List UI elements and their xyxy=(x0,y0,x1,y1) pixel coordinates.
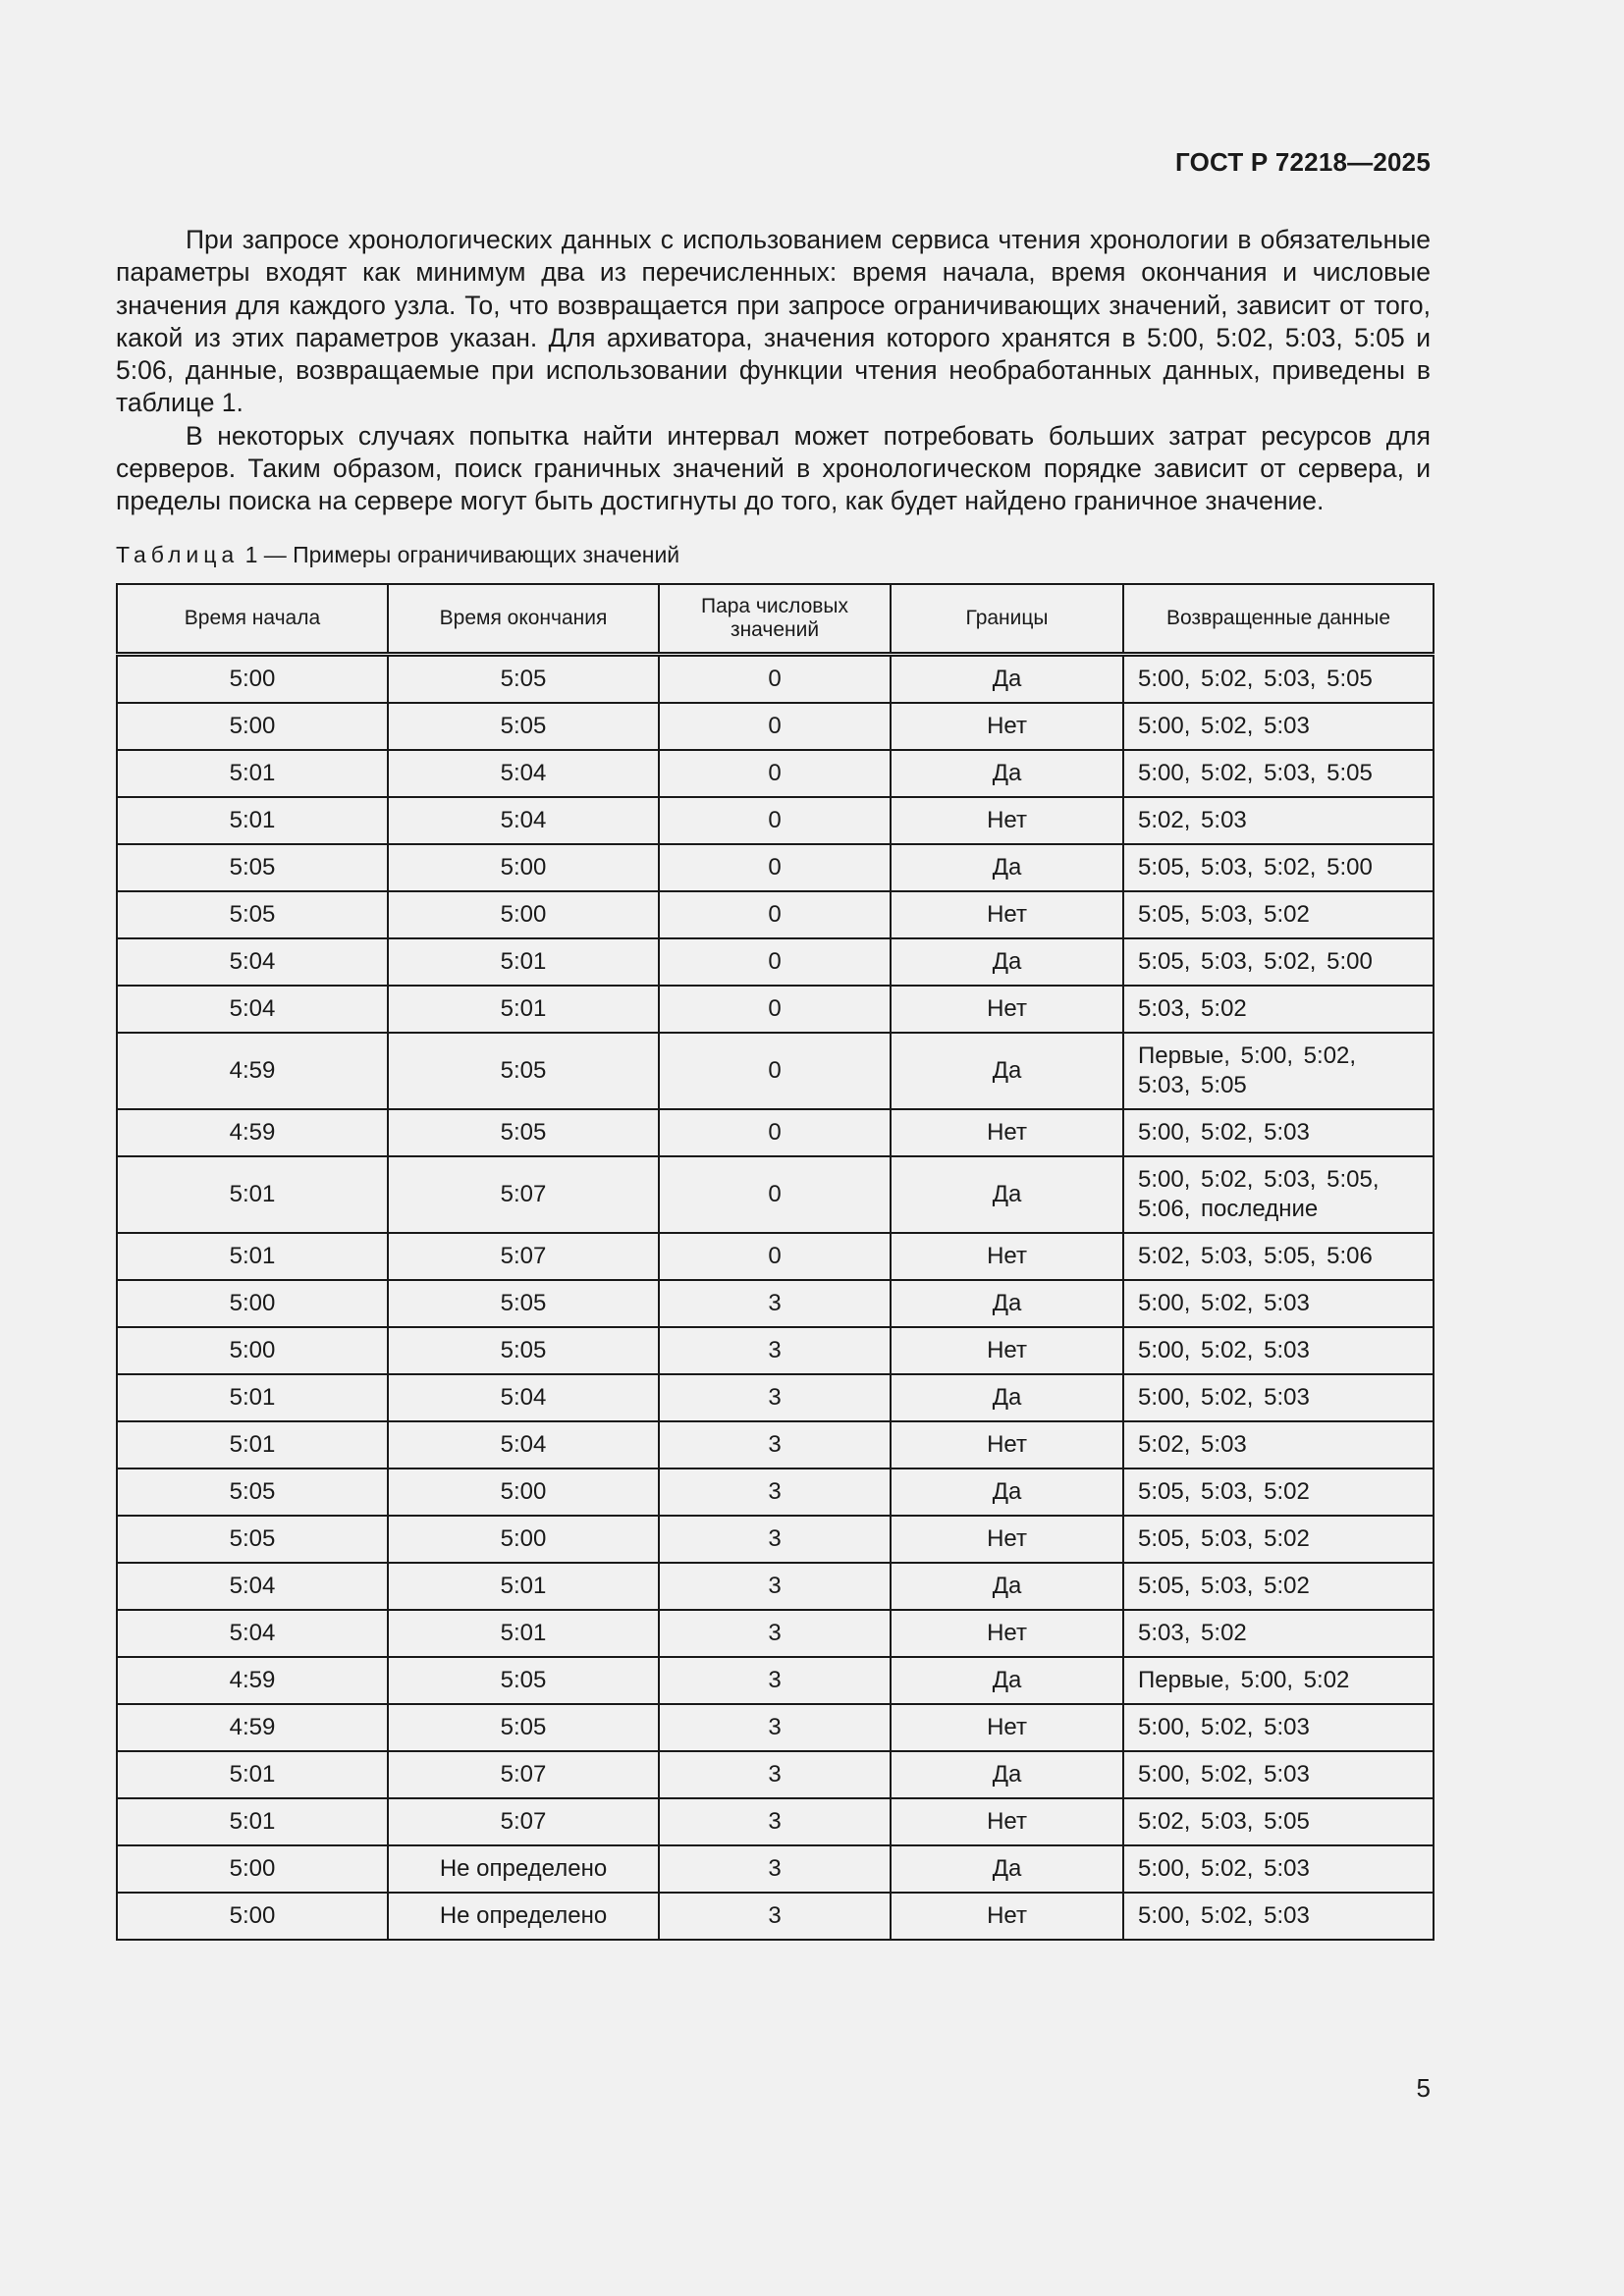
cell-end-time: 5:07 xyxy=(388,1751,659,1798)
cell-start-time: 5:01 xyxy=(117,1374,388,1421)
cell-start-time: 4:59 xyxy=(117,1109,388,1156)
cell-bounds: Да xyxy=(891,1657,1123,1704)
cell-value-pairs: 3 xyxy=(659,1516,891,1563)
cell-start-time: 5:00 xyxy=(117,1845,388,1893)
cell-value-pairs: 0 xyxy=(659,1233,891,1280)
cell-value-pairs: 3 xyxy=(659,1468,891,1516)
cell-returned-data: 5:05, 5:03, 5:02 xyxy=(1123,891,1434,938)
cell-start-time: 5:04 xyxy=(117,986,388,1033)
cell-bounds: Да xyxy=(891,1468,1123,1516)
cell-bounds: Нет xyxy=(891,1233,1123,1280)
cell-returned-data: 5:02, 5:03 xyxy=(1123,1421,1434,1468)
cell-returned-data: 5:02, 5:03 xyxy=(1123,797,1434,844)
table-caption xyxy=(116,542,679,568)
cell-value-pairs: 0 xyxy=(659,938,891,986)
table-row xyxy=(117,655,1434,704)
table-row xyxy=(117,844,1434,891)
table-row xyxy=(117,1563,1434,1610)
cell-start-time: 5:04 xyxy=(117,1563,388,1610)
cell-returned-data: 5:02, 5:03, 5:05 xyxy=(1123,1798,1434,1845)
table-row xyxy=(117,1845,1434,1893)
cell-returned-data: 5:00, 5:02, 5:03 xyxy=(1123,1109,1434,1156)
cell-start-time: 5:01 xyxy=(117,750,388,797)
cell-start-time: 5:05 xyxy=(117,1516,388,1563)
cell-end-time: 5:05 xyxy=(388,655,659,704)
table-row xyxy=(117,1374,1434,1421)
cell-returned-data: Первые, 5:00, 5:02, 5:03, 5:05 xyxy=(1123,1033,1434,1109)
cell-value-pairs: 0 xyxy=(659,1033,891,1109)
cell-end-time: 5:07 xyxy=(388,1156,659,1233)
table-row xyxy=(117,703,1434,750)
cell-returned-data: 5:05, 5:03, 5:02, 5:00 xyxy=(1123,938,1434,986)
body-text xyxy=(116,224,1431,518)
cell-end-time: 5:05 xyxy=(388,1280,659,1327)
cell-returned-data: Первые, 5:00, 5:02 xyxy=(1123,1657,1434,1704)
header-bounds: Границы xyxy=(891,584,1123,655)
cell-returned-data: 5:00, 5:02, 5:03 xyxy=(1123,1280,1434,1327)
table-row xyxy=(117,1704,1434,1751)
cell-end-time: Не определено xyxy=(388,1893,659,1940)
table-row xyxy=(117,891,1434,938)
cell-end-time: 5:05 xyxy=(388,1109,659,1156)
table-row xyxy=(117,1893,1434,1940)
cell-bounds: Нет xyxy=(891,986,1123,1033)
table-row xyxy=(117,1421,1434,1468)
cell-end-time: 5:05 xyxy=(388,1327,659,1374)
cell-bounds: Нет xyxy=(891,1516,1123,1563)
cell-value-pairs: 3 xyxy=(659,1610,891,1657)
cell-returned-data: 5:03, 5:02 xyxy=(1123,1610,1434,1657)
cell-value-pairs: 3 xyxy=(659,1327,891,1374)
table-row xyxy=(117,1280,1434,1327)
paragraph-2: В некоторых случаях попытка найти интервал может потребовать больших затрат ресурсов для серверов. Таким образом, поиск граничных значений в хронологическом порядке зависит от сервера, и пределы поиска на сервере могут быть достигнуты до того, как будет найдено граничное значение. xyxy=(116,420,1431,516)
cell-end-time: 5:05 xyxy=(388,1657,659,1704)
cell-start-time: 5:05 xyxy=(117,891,388,938)
cell-start-time: 5:00 xyxy=(117,1893,388,1940)
cell-returned-data: 5:00, 5:02, 5:03 xyxy=(1123,1845,1434,1893)
table-row xyxy=(117,1657,1434,1704)
boundary-values-table xyxy=(116,583,1435,1941)
table-row xyxy=(117,1033,1434,1109)
cell-end-time: Не определено xyxy=(388,1845,659,1893)
cell-returned-data: 5:00, 5:02, 5:03 xyxy=(1123,703,1434,750)
cell-value-pairs: 0 xyxy=(659,750,891,797)
cell-start-time: 5:00 xyxy=(117,655,388,704)
cell-value-pairs: 3 xyxy=(659,1704,891,1751)
cell-value-pairs: 3 xyxy=(659,1280,891,1327)
cell-end-time: 5:04 xyxy=(388,1421,659,1468)
cell-bounds: Нет xyxy=(891,1798,1123,1845)
cell-returned-data: 5:00, 5:02, 5:03 xyxy=(1123,1327,1434,1374)
cell-start-time: 5:01 xyxy=(117,1421,388,1468)
table-row xyxy=(117,938,1434,986)
cell-bounds: Нет xyxy=(891,1610,1123,1657)
cell-returned-data: 5:00, 5:02, 5:03, 5:05 xyxy=(1123,655,1434,704)
cell-end-time: 5:04 xyxy=(388,797,659,844)
cell-bounds: Да xyxy=(891,1033,1123,1109)
cell-end-time: 5:00 xyxy=(388,1468,659,1516)
cell-start-time: 4:59 xyxy=(117,1033,388,1109)
cell-bounds: Да xyxy=(891,1374,1123,1421)
cell-bounds: Да xyxy=(891,1751,1123,1798)
cell-value-pairs: 0 xyxy=(659,891,891,938)
cell-start-time: 5:00 xyxy=(117,703,388,750)
cell-value-pairs: 0 xyxy=(659,797,891,844)
cell-returned-data: 5:02, 5:03, 5:05, 5:06 xyxy=(1123,1233,1434,1280)
cell-bounds: Нет xyxy=(891,1109,1123,1156)
cell-bounds: Нет xyxy=(891,703,1123,750)
table-row xyxy=(117,1233,1434,1280)
cell-bounds: Да xyxy=(891,938,1123,986)
cell-value-pairs: 3 xyxy=(659,1563,891,1610)
cell-start-time: 5:04 xyxy=(117,938,388,986)
cell-start-time: 5:04 xyxy=(117,1610,388,1657)
cell-value-pairs: 3 xyxy=(659,1751,891,1798)
cell-start-time: 5:01 xyxy=(117,1233,388,1280)
cell-bounds: Нет xyxy=(891,1893,1123,1940)
table-body xyxy=(117,655,1434,1941)
table-header-row xyxy=(117,584,1434,655)
cell-value-pairs: 3 xyxy=(659,1798,891,1845)
cell-start-time: 5:01 xyxy=(117,1798,388,1845)
cell-end-time: 5:01 xyxy=(388,1610,659,1657)
document-header: ГОСТ Р 72218—2025 xyxy=(1175,147,1431,177)
cell-end-time: 5:01 xyxy=(388,986,659,1033)
table-header xyxy=(117,584,1434,655)
cell-end-time: 5:04 xyxy=(388,1374,659,1421)
cell-value-pairs: 0 xyxy=(659,655,891,704)
cell-returned-data: 5:03, 5:02 xyxy=(1123,986,1434,1033)
cell-end-time: 5:07 xyxy=(388,1233,659,1280)
cell-bounds: Нет xyxy=(891,1704,1123,1751)
cell-start-time: 5:01 xyxy=(117,1751,388,1798)
cell-bounds: Нет xyxy=(891,891,1123,938)
cell-returned-data: 5:05, 5:03, 5:02 xyxy=(1123,1516,1434,1563)
cell-start-time: 4:59 xyxy=(117,1657,388,1704)
cell-returned-data: 5:00, 5:02, 5:03 xyxy=(1123,1704,1434,1751)
cell-start-time: 5:01 xyxy=(117,797,388,844)
table-row xyxy=(117,1109,1434,1156)
cell-value-pairs: 3 xyxy=(659,1374,891,1421)
page-number: 5 xyxy=(1416,2073,1431,2103)
table-row xyxy=(117,1156,1434,1233)
table-row xyxy=(117,1516,1434,1563)
cell-end-time: 5:01 xyxy=(388,1563,659,1610)
cell-bounds: Да xyxy=(891,844,1123,891)
cell-end-time: 5:07 xyxy=(388,1798,659,1845)
cell-end-time: 5:05 xyxy=(388,703,659,750)
cell-end-time: 5:00 xyxy=(388,891,659,938)
cell-end-time: 5:01 xyxy=(388,938,659,986)
cell-value-pairs: 3 xyxy=(659,1657,891,1704)
cell-end-time: 5:04 xyxy=(388,750,659,797)
cell-start-time: 5:05 xyxy=(117,1468,388,1516)
cell-end-time: 5:05 xyxy=(388,1704,659,1751)
cell-bounds: Нет xyxy=(891,1327,1123,1374)
header-value-pairs: Пара числовых значений xyxy=(659,584,891,655)
cell-returned-data: 5:05, 5:03, 5:02, 5:00 xyxy=(1123,844,1434,891)
cell-value-pairs: 3 xyxy=(659,1893,891,1940)
table-row xyxy=(117,1610,1434,1657)
cell-value-pairs: 0 xyxy=(659,703,891,750)
cell-end-time: 5:05 xyxy=(388,1033,659,1109)
cell-value-pairs: 0 xyxy=(659,844,891,891)
cell-start-time: 5:05 xyxy=(117,844,388,891)
cell-bounds: Да xyxy=(891,1280,1123,1327)
cell-bounds: Да xyxy=(891,750,1123,797)
paragraph-1: При запросе хронологических данных с использованием сервиса чтения хронологии в обязательные параметры входят как минимум два из перечисленных: время начала, время окончания и числовые значения для каждого узла. То, что возвращается при запросе ограничивающих значений, зависит от того, какой из этих параметров указан. Для архиватора, значения которого хранятся в 5:00, 5:02, 5:03, 5:05 и 5:06, данные, возвращаемые при использовании функции чтения необработанных данных, приведены в таблице 1. xyxy=(116,225,1431,418)
table-row xyxy=(117,750,1434,797)
cell-returned-data: 5:00, 5:02, 5:03, 5:05, 5:06, последние xyxy=(1123,1156,1434,1233)
cell-end-time: 5:00 xyxy=(388,844,659,891)
header-start-time: Время начала xyxy=(117,584,388,655)
cell-bounds: Да xyxy=(891,655,1123,704)
cell-bounds: Да xyxy=(891,1563,1123,1610)
cell-value-pairs: 0 xyxy=(659,1156,891,1233)
table-row xyxy=(117,1798,1434,1845)
table-caption-text: 1 — Примеры ограничивающих значений xyxy=(244,542,680,567)
cell-start-time: 5:00 xyxy=(117,1280,388,1327)
cell-bounds: Да xyxy=(891,1156,1123,1233)
header-returned-data: Возвращенные данные xyxy=(1123,584,1434,655)
table-caption-label: Таблица xyxy=(116,542,240,567)
header-end-time: Время окончания xyxy=(388,584,659,655)
cell-returned-data: 5:05, 5:03, 5:02 xyxy=(1123,1563,1434,1610)
cell-returned-data: 5:05, 5:03, 5:02 xyxy=(1123,1468,1434,1516)
cell-bounds: Нет xyxy=(891,797,1123,844)
cell-returned-data: 5:00, 5:02, 5:03 xyxy=(1123,1374,1434,1421)
table-row xyxy=(117,986,1434,1033)
cell-bounds: Да xyxy=(891,1845,1123,1893)
table-row xyxy=(117,1468,1434,1516)
cell-end-time: 5:00 xyxy=(388,1516,659,1563)
cell-start-time: 5:01 xyxy=(117,1156,388,1233)
cell-returned-data: 5:00, 5:02, 5:03 xyxy=(1123,1751,1434,1798)
cell-value-pairs: 0 xyxy=(659,986,891,1033)
table-row xyxy=(117,1327,1434,1374)
cell-value-pairs: 3 xyxy=(659,1421,891,1468)
cell-value-pairs: 3 xyxy=(659,1845,891,1893)
table-row xyxy=(117,797,1434,844)
table-row xyxy=(117,1751,1434,1798)
cell-bounds: Нет xyxy=(891,1421,1123,1468)
cell-value-pairs: 0 xyxy=(659,1109,891,1156)
cell-start-time: 4:59 xyxy=(117,1704,388,1751)
cell-start-time: 5:00 xyxy=(117,1327,388,1374)
cell-returned-data: 5:00, 5:02, 5:03 xyxy=(1123,1893,1434,1940)
cell-returned-data: 5:00, 5:02, 5:03, 5:05 xyxy=(1123,750,1434,797)
